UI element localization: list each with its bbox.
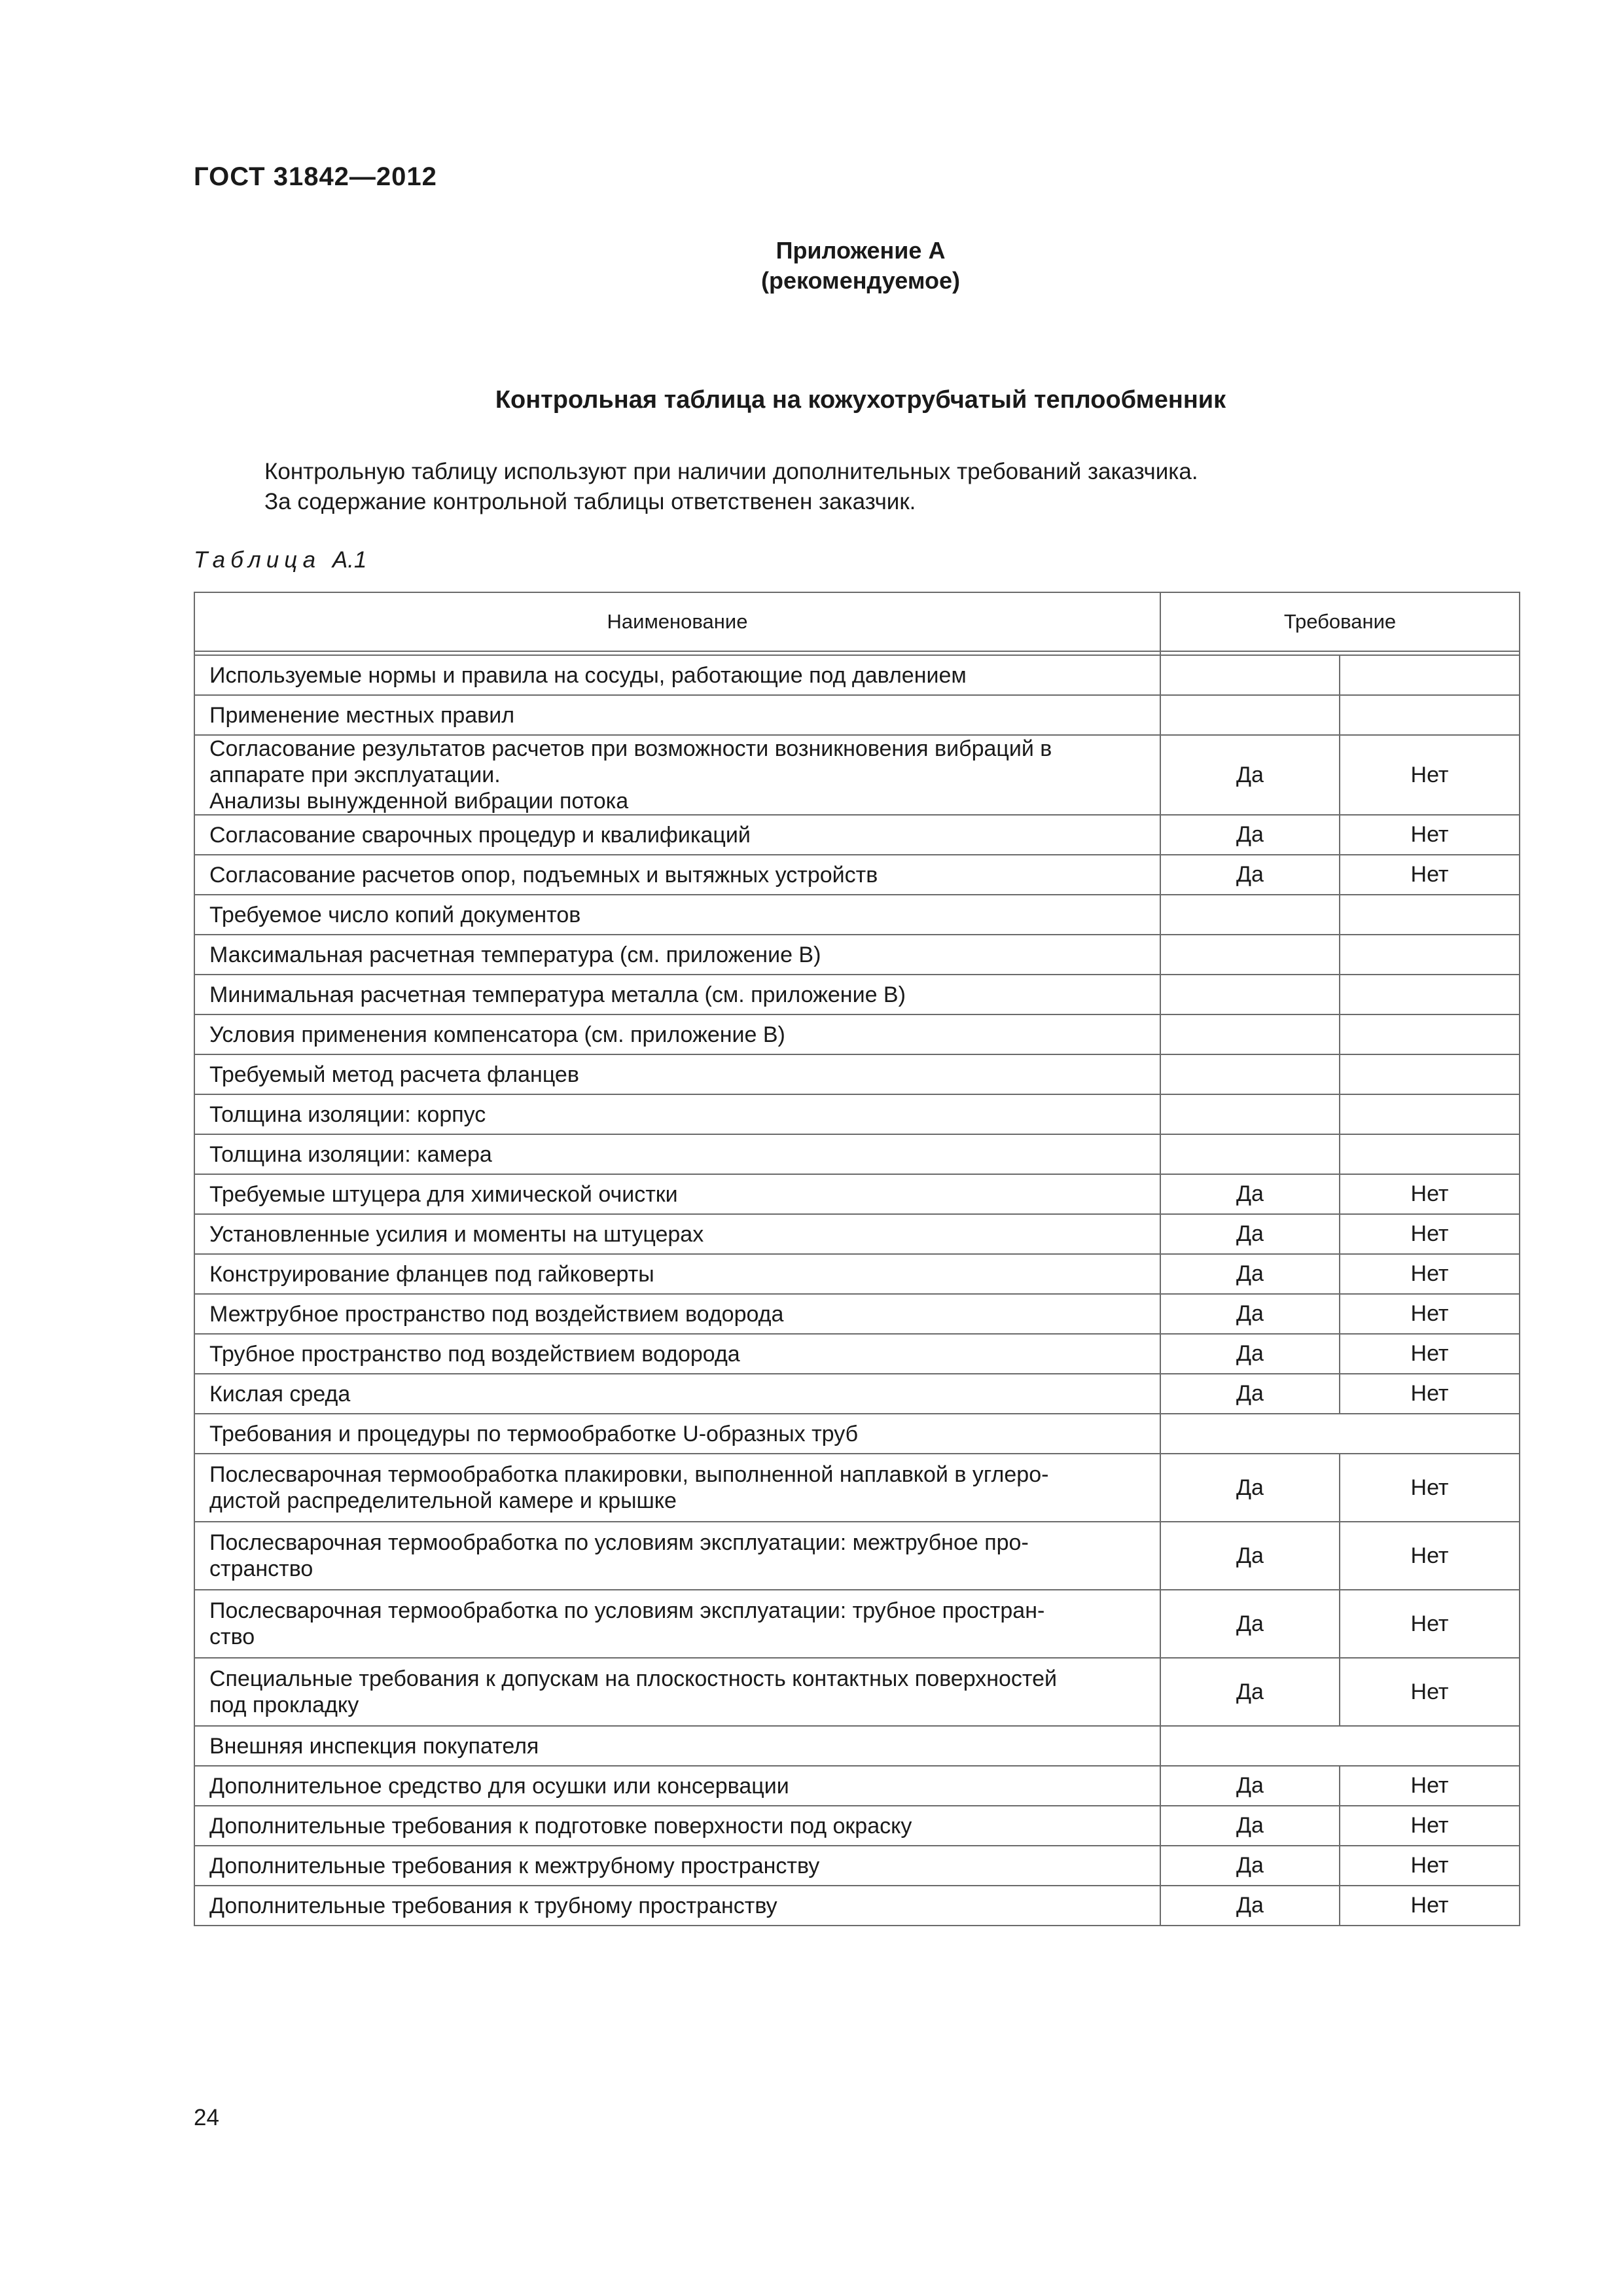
row-option-no: Нет [1340, 1254, 1520, 1294]
table-row [194, 935, 1520, 975]
row-option-no [1340, 975, 1520, 1014]
row-option-yes [1160, 1054, 1340, 1094]
row-name: Минимальная расчетная температура металла (см. приложение В) [194, 975, 1160, 1014]
row-name: Дополнительные требования к межтрубному пространству [194, 1846, 1160, 1886]
row-option-yes: Да [1160, 735, 1340, 815]
table-row [194, 1094, 1520, 1134]
row-option-no: Нет [1340, 1806, 1520, 1846]
table-row [194, 1254, 1520, 1294]
row-option-yes: Да [1160, 1806, 1340, 1846]
table-row [194, 1014, 1520, 1054]
row-option-yes: Да [1160, 815, 1340, 855]
row-option-yes: Да [1160, 1886, 1340, 1926]
row-option-no: Нет [1340, 1658, 1520, 1726]
row-name: Послесварочная термообработка по условиям эксплуатации: межтрубное про- странство [194, 1522, 1160, 1590]
row-option-no: Нет [1340, 1766, 1520, 1806]
row-option-yes [1160, 1134, 1340, 1174]
intro-text [264, 457, 1198, 517]
row-name: Согласование результатов расчетов при возможности возникновения вибраций в аппарате при эксплуатации. Анализы вынужденной вибрации потока [194, 735, 1160, 815]
row-requirement-merged [1160, 1726, 1520, 1766]
appendix-title: Приложение А [776, 237, 946, 264]
row-name: Межтрубное пространство под воздействием водорода [194, 1294, 1160, 1334]
row-name: Толщина изоляции: корпус [194, 1094, 1160, 1134]
row-option-no: Нет [1340, 1374, 1520, 1414]
row-option-no [1340, 695, 1520, 735]
row-name: Дополнительные требования к трубному пространству [194, 1886, 1160, 1926]
table-row [194, 1334, 1520, 1374]
table-row [194, 1726, 1520, 1766]
row-option-no: Нет [1340, 1454, 1520, 1522]
row-option-no [1340, 1014, 1520, 1054]
row-option-yes [1160, 655, 1340, 695]
row-option-no [1340, 1054, 1520, 1094]
table-row [194, 975, 1520, 1014]
table-row [194, 815, 1520, 855]
table-row [194, 1766, 1520, 1806]
row-name: Требуемый метод расчета фланцев [194, 1054, 1160, 1094]
row-name: Трубное пространство под воздействием водорода [194, 1334, 1160, 1374]
row-name: Согласование расчетов опор, подъемных и вытяжных устройств [194, 855, 1160, 895]
row-option-yes [1160, 695, 1340, 735]
appendix-heading [0, 236, 1623, 296]
row-option-yes: Да [1160, 1846, 1340, 1886]
row-option-yes [1160, 935, 1340, 975]
row-option-no: Нет [1340, 1174, 1520, 1214]
row-name: Требуемые штуцера для химической очистки [194, 1174, 1160, 1214]
appendix-note: (рекомендуемое) [761, 267, 960, 294]
row-name: Специальные требования к допускам на плоскостность контактных поверхностей под прокладку [194, 1658, 1160, 1726]
table-row [194, 1374, 1520, 1414]
row-name: Толщина изоляции: камера [194, 1134, 1160, 1174]
row-requirement-merged [1160, 1414, 1520, 1454]
row-option-yes: Да [1160, 1374, 1340, 1414]
page-number: 24 [194, 2105, 219, 2130]
row-option-yes: Да [1160, 855, 1340, 895]
row-name: Применение местных правил [194, 695, 1160, 735]
row-option-yes: Да [1160, 1254, 1340, 1294]
table-row [194, 895, 1520, 935]
intro-paragraph-2: За содержание контрольной таблицы ответственен заказчик. [264, 489, 916, 514]
document-standard-header: ГОСТ 31842—2012 [194, 162, 437, 191]
table-row [194, 1454, 1520, 1522]
row-option-yes [1160, 1014, 1340, 1054]
row-option-yes [1160, 975, 1340, 1014]
row-name: Требования и процедуры по термообработке U-образных труб [194, 1414, 1160, 1454]
row-option-no: Нет [1340, 1886, 1520, 1926]
row-option-no [1340, 1134, 1520, 1174]
row-name: Внешняя инспекция покупателя [194, 1726, 1160, 1766]
row-option-yes [1160, 895, 1340, 935]
table-caption-number: А.1 [332, 547, 367, 573]
row-name: Используемые нормы и правила на сосуды, работающие под давлением [194, 655, 1160, 695]
row-option-no: Нет [1340, 735, 1520, 815]
table-row [194, 1590, 1520, 1658]
intro-paragraph-1: Контрольную таблицу используют при наличии дополнительных требований заказчика. [264, 459, 1198, 484]
row-option-no: Нет [1340, 1214, 1520, 1254]
table-row [194, 855, 1520, 895]
table-caption-word: Таблица [194, 547, 321, 573]
checklist-table [194, 592, 1520, 1926]
row-option-no [1340, 935, 1520, 975]
table-caption [194, 547, 366, 573]
table-row [194, 1414, 1520, 1454]
row-option-yes: Да [1160, 1658, 1340, 1726]
row-option-yes: Да [1160, 1334, 1340, 1374]
table-row [194, 1846, 1520, 1886]
row-option-yes: Да [1160, 1294, 1340, 1334]
row-option-yes: Да [1160, 1522, 1340, 1590]
table-row [194, 1658, 1520, 1726]
header-name: Наименование [194, 592, 1160, 651]
row-name: Условия применения компенсатора (см. приложение В) [194, 1014, 1160, 1054]
row-name: Дополнительные требования к подготовке поверхности под окраску [194, 1806, 1160, 1846]
row-option-yes: Да [1160, 1766, 1340, 1806]
table-row [194, 735, 1520, 815]
table-row [194, 1806, 1520, 1846]
table-row [194, 655, 1520, 695]
row-option-yes [1160, 1094, 1340, 1134]
table-row [194, 1054, 1520, 1094]
table-row [194, 1294, 1520, 1334]
page-title: Контрольная таблица на кожухотрубчатый теплообменник [495, 386, 1226, 414]
row-name: Требуемое число копий документов [194, 895, 1160, 935]
row-option-no: Нет [1340, 1334, 1520, 1374]
row-name: Установленные усилия и моменты на штуцерах [194, 1214, 1160, 1254]
row-name: Конструирование фланцев под гайковерты [194, 1254, 1160, 1294]
row-option-yes: Да [1160, 1174, 1340, 1214]
row-name: Дополнительное средство для осушки или консервации [194, 1766, 1160, 1806]
table-row [194, 1174, 1520, 1214]
row-name: Послесварочная термообработка по условиям эксплуатации: трубное простран- ство [194, 1590, 1160, 1658]
row-option-yes: Да [1160, 1590, 1340, 1658]
row-option-yes: Да [1160, 1214, 1340, 1254]
table-body [194, 651, 1520, 1926]
row-name: Послесварочная термообработка плакировки, выполненной наплавкой в углеро- дистой распределительной камере и крышке [194, 1454, 1160, 1522]
row-option-no: Нет [1340, 1846, 1520, 1886]
row-name: Максимальная расчетная температура (см. приложение В) [194, 935, 1160, 975]
row-name: Согласование сварочных процедур и квалификаций [194, 815, 1160, 855]
table-row [194, 695, 1520, 735]
row-name: Кислая среда [194, 1374, 1160, 1414]
row-option-no: Нет [1340, 1590, 1520, 1658]
table-row [194, 1134, 1520, 1174]
row-option-yes: Да [1160, 1454, 1340, 1522]
row-option-no: Нет [1340, 1294, 1520, 1334]
row-option-no [1340, 1094, 1520, 1134]
table-header-row [194, 592, 1520, 651]
row-option-no: Нет [1340, 1522, 1520, 1590]
row-option-no: Нет [1340, 815, 1520, 855]
row-option-no: Нет [1340, 855, 1520, 895]
table-row [194, 1522, 1520, 1590]
row-option-no [1340, 655, 1520, 695]
header-requirement: Требование [1160, 592, 1520, 651]
table-row [194, 1886, 1520, 1926]
row-option-no [1340, 895, 1520, 935]
table-row [194, 1214, 1520, 1254]
